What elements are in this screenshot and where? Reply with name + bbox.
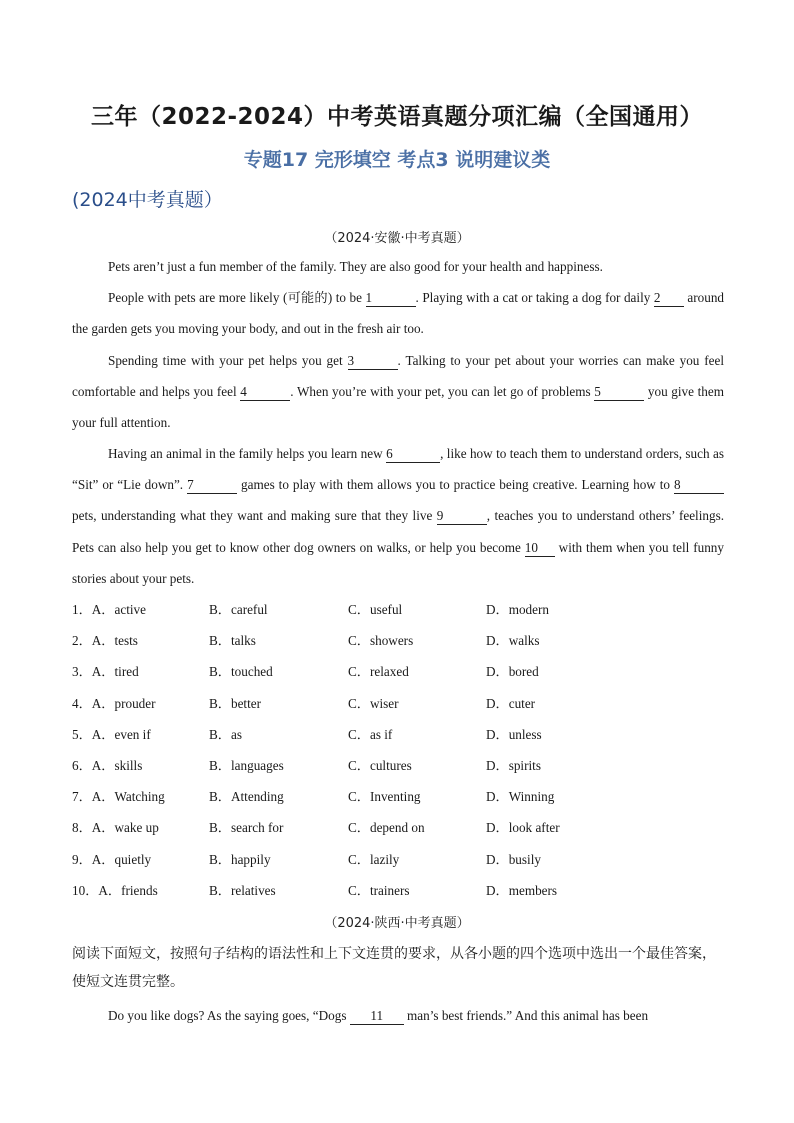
- passage1-paragraph-3: Spending time with your pet helps you get 3 . Talking to your pet about your worries can make you feel comfortable and helps you feel 4 . When you’re with your pet, you can let go of problems 5 you give them your full attention.: [72, 353, 725, 431]
- option-row: 3．A．tired B．touched C．relaxed D．bored: [72, 664, 539, 680]
- document-title: 三年（2022-2024）中考英语真题分项汇编（全国通用）: [90, 104, 704, 130]
- passage1-paragraph-2: People with pets are more likely (可能的) to be 1 . Playing with a cat or taking a dog for daily 2 around the garden gets you moving your body, and out in the fresh air too.: [72, 290, 725, 337]
- option-row: 1．A．active B．careful C．useful D．modern: [72, 602, 549, 617]
- blank-7: 7: [187, 477, 237, 494]
- blank-9: 9: [437, 508, 487, 525]
- blank-1: 1: [366, 290, 416, 307]
- option-row: 5．A．even if B．as C．as if D．unless: [72, 726, 542, 742]
- blank-6: 6: [386, 446, 440, 463]
- passage1-paragraph-1: Pets aren’t just a fun member of the family. They are also good for your health and happiness.: [108, 259, 603, 274]
- option-row: 10．A．friends B．relatives C．trainers D．members: [72, 882, 558, 898]
- passage1-source: （2024·安徽·中考真题）: [324, 231, 470, 246]
- blank-8: 8: [674, 477, 724, 494]
- passage2-source: （2024·陕西·中考真题）: [324, 916, 470, 931]
- option-row: 9．A．quietly B．happily C．lazily D．busily: [72, 851, 541, 867]
- passage1-paragraph-4: Having an animal in the family helps you learn new 6 , like how to teach them to understand orders, such as “Sit” or “Lie down”. 7 games to play with them allows you to practice being creative. Learning how to 8 pets, understanding what they want and making sure that they live 9 , teaches you to understand others’ feelings. Pets can also help you get to know other dog owners on walks, or help you become 10 with them when you tell funny stories about your pets.: [72, 446, 724, 586]
- option-row: 7．A．Watching B．Attending C．Inventing D．Winning: [72, 789, 555, 805]
- blank-2: 2: [654, 290, 684, 307]
- section-heading: (2024中考真题）: [72, 189, 223, 211]
- option-row: 8．A．wake up B．search for C．depend on D．look after: [72, 820, 560, 836]
- blank-3: 3: [348, 353, 398, 370]
- blank-10: 10: [525, 540, 555, 557]
- blank-11: 11: [350, 1008, 404, 1025]
- blank-5: 5: [594, 384, 644, 401]
- topic-subtitle: 专题17 完形填空 考点3 说明建议类: [243, 149, 551, 171]
- passage2-paragraph-1: Do you like dogs? As the saying goes, “Dogs 11 man’s best friends.” And this animal has been: [108, 1008, 649, 1023]
- option-row: 4．A．prouder B．better C．wiser D．cuter: [72, 695, 536, 711]
- option-row: 6．A．skills B．languages C．cultures D．spirits: [72, 757, 541, 773]
- passage2-instruction: 阅读下面短文，按照句子结构的语法性和上下文连贯的要求，从各小题的四个选项中选出一个最佳答案，使短文连贯完整。: [72, 946, 716, 990]
- answer-options: [72, 594, 732, 906]
- option-row: 2．A．tests B．talks C．showers D．walks: [72, 633, 540, 649]
- blank-4: 4: [240, 384, 290, 401]
